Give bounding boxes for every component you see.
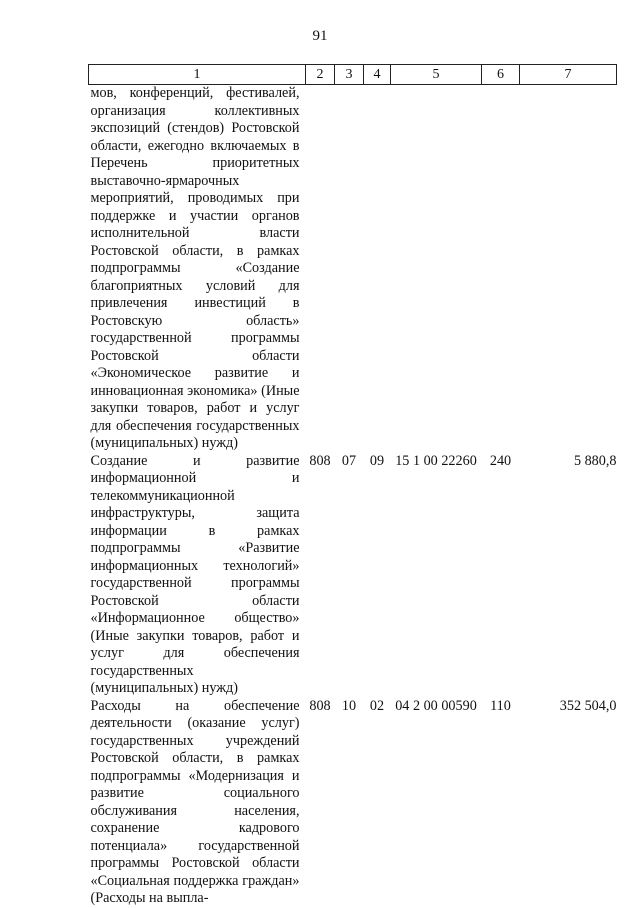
header-col-6: 6 — [482, 65, 520, 85]
row-ministry-code: 808 — [309, 697, 331, 714]
row-expense-type-code: 110 — [490, 697, 511, 714]
page-number: 91 — [312, 28, 328, 44]
row-description: Расходы на обеспечение деятельности (оказание услуг) государственных учреждений Ростовской области, в рамках подпрограммы «Модернизация и развитие социального обслуживания населения, сохранение кадрового потенциала» государственной программы Ростовской области «Социальная поддержка граждан» (Расходы на выпла- — [90, 697, 300, 906]
budget-table — [88, 64, 617, 908]
row-subsection-code — [364, 85, 391, 453]
table-body — [89, 85, 617, 908]
table-row — [89, 85, 617, 453]
header-col-3: 3 — [335, 65, 364, 85]
header-col-2: 2 — [306, 65, 335, 85]
row-subsection-code: 09 — [369, 452, 385, 469]
table-header — [89, 65, 617, 85]
row-ministry-code — [306, 85, 335, 453]
row-ministry-code: 808 — [309, 452, 331, 469]
row-expense-type-code: 240 — [489, 452, 512, 469]
row-description: Создание и развитие информационной и телекоммуникационной инфраструктуры, защита информации в рамках подпрограммы «Развитие информационных технологий» государственной программы Ростовской области «Информационное общество» (Иные закупки товаров, работ и услуг для обеспечения государственных (муниципальных) нужд) — [90, 452, 300, 696]
row-section-code — [335, 85, 364, 453]
row-subsection-code: 02 — [369, 697, 385, 714]
header-col-1: 1 — [89, 65, 306, 85]
table-row — [89, 698, 617, 908]
header-col-4: 4 — [364, 65, 391, 85]
header-row — [89, 65, 617, 85]
row-target-code: 04 2 00 00590 — [395, 697, 477, 714]
row-amount — [520, 85, 617, 453]
row-target-code — [391, 85, 482, 453]
header-col-5: 5 — [391, 65, 482, 85]
row-amount: 5 880,8 — [573, 452, 617, 469]
row-section-code: 07 — [341, 452, 357, 469]
header-col-7: 7 — [520, 65, 617, 85]
row-description: мов, конференций, фестивалей, организация коллективных экспозиций (стендов) Ростовской области, ежегодно включаемых в Перечень приоритетных выставочно-ярмарочных мероприятий, проводимых при поддержке и участии органов исполнительной власти Ростовской области, в рамках подпрограммы «Создание благоприятных условий для привлечения инвестиций в Ростовскую область» государственной программы Ростовской области «Экономическое развитие и инновационная экономика» (Иные закупки товаров, работ и услуг для обеспечения государственных (муниципальных) нужд) — [90, 85, 300, 451]
row-amount: 352 504,0 — [559, 697, 617, 714]
row-target-code: 15 1 00 22260 — [395, 452, 477, 469]
row-expense-type-code — [482, 85, 520, 453]
row-section-code: 10 — [341, 697, 357, 714]
table-row — [89, 453, 617, 698]
